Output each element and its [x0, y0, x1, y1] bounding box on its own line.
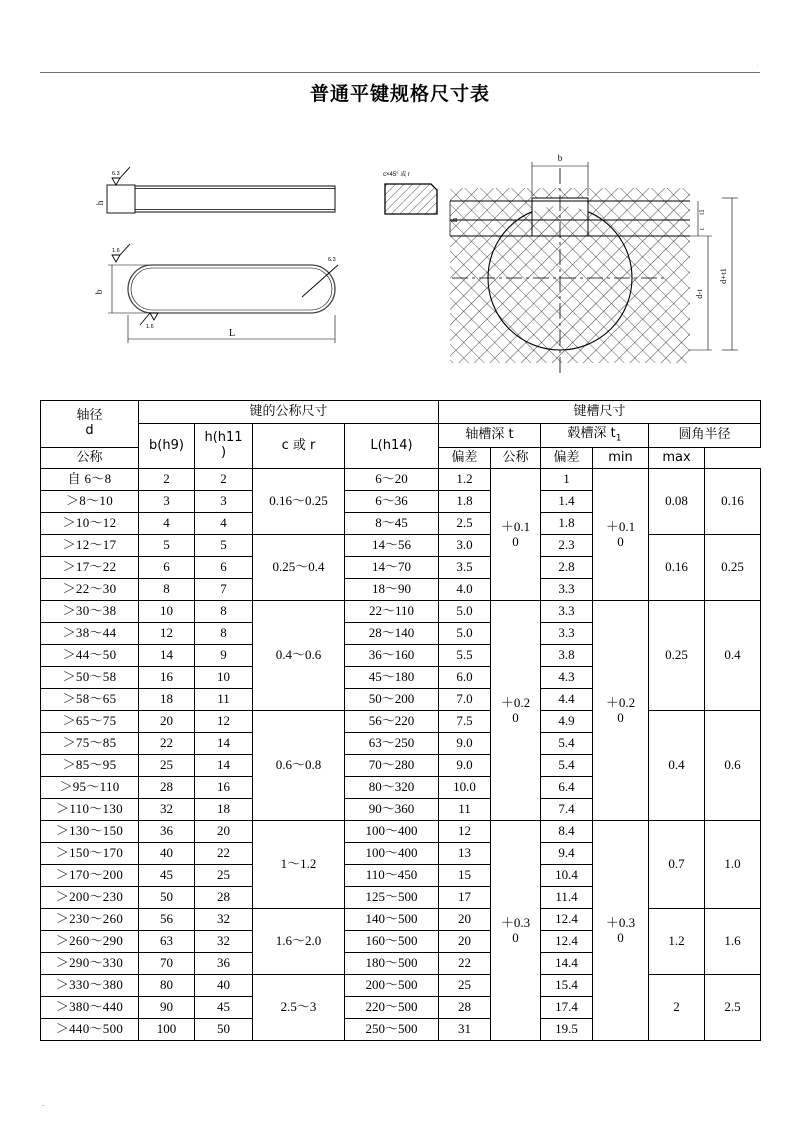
- cell-key-height-h: 12: [195, 711, 253, 733]
- cell-key-height-h: 7: [195, 579, 253, 601]
- cell-key-length-L: 6～36: [345, 491, 439, 513]
- cell-hub-groove-depth-nominal: 2.3: [541, 535, 593, 557]
- cell-chamfer-c-or-r: 0.25～0.4: [253, 535, 345, 601]
- header-h-h11: h(h11 ): [195, 424, 253, 469]
- header-hub-groove-depth: 毂槽深 $t_1$: [541, 424, 649, 448]
- cell-hub-groove-depth-nominal: 11.4: [541, 887, 593, 909]
- cell-key-width-b: 4: [139, 513, 195, 535]
- cell-hub-groove-depth-nominal: 5.4: [541, 755, 593, 777]
- page-corner-mark-bottom: .: [42, 1099, 44, 1108]
- cell-shaft-diameter: ＞44～50: [41, 645, 139, 667]
- dim-label-d-plus-t1: d+t1: [718, 268, 728, 284]
- cell-key-width-b: 14: [139, 645, 195, 667]
- cell-shaft-groove-deviation: ＋0.1 0: [491, 469, 541, 601]
- cell-shaft-groove-depth-nominal: 5.5: [439, 645, 491, 667]
- cell-key-width-b: 36: [139, 821, 195, 843]
- cell-key-length-L: 160～500: [345, 931, 439, 953]
- cell-hub-groove-depth-nominal: 14.4: [541, 953, 593, 975]
- cell-key-width-b: 40: [139, 843, 195, 865]
- cell-shaft-groove-depth-nominal: 4.0: [439, 579, 491, 601]
- cell-shaft-groove-depth-nominal: 20: [439, 931, 491, 953]
- cell-shaft-diameter: ＞85～95: [41, 755, 139, 777]
- cell-fillet-min: 2: [649, 975, 705, 1041]
- cell-fillet-min: 0.7: [649, 821, 705, 909]
- cell-key-height-h: 3: [195, 491, 253, 513]
- header-t-deviation: 偏差: [439, 448, 491, 469]
- cell-shaft-groove-depth-nominal: 25: [439, 975, 491, 997]
- cell-shaft-diameter: ＞10～12: [41, 513, 139, 535]
- cell-key-length-L: 22～110: [345, 601, 439, 623]
- cell-key-height-h: 6: [195, 557, 253, 579]
- cell-shaft-diameter: ＞65～75: [41, 711, 139, 733]
- cell-chamfer-c-or-r: 1.6～2.0: [253, 909, 345, 975]
- cell-key-width-b: 63: [139, 931, 195, 953]
- cell-shaft-groove-depth-nominal: 31: [439, 1019, 491, 1041]
- cell-fillet-min: 1.2: [649, 909, 705, 975]
- cell-fillet-max: 0.4: [705, 601, 761, 711]
- table-row: [41, 469, 761, 491]
- cell-fillet-min: 0.4: [649, 711, 705, 821]
- cell-hub-groove-depth-nominal: 3.3: [541, 601, 593, 623]
- key-side-elevation-figure: [90, 150, 380, 230]
- cell-chamfer-c-or-r: 0.4～0.6: [253, 601, 345, 711]
- cell-key-length-L: 180～500: [345, 953, 439, 975]
- cell-key-width-b: 100: [139, 1019, 195, 1041]
- cell-fillet-min: 0.08: [649, 469, 705, 535]
- header-fillet-radius: 圆角半径: [649, 424, 761, 448]
- cell-key-width-b: 2: [139, 469, 195, 491]
- cell-key-width-b: 16: [139, 667, 195, 689]
- table-row: [41, 535, 761, 557]
- cell-hub-groove-depth-nominal: 10.4: [541, 865, 593, 887]
- cell-key-width-b: 56: [139, 909, 195, 931]
- cell-shaft-groove-depth-nominal: 9.0: [439, 755, 491, 777]
- cell-key-height-h: 8: [195, 623, 253, 645]
- header-t1-nominal: 公称: [491, 448, 541, 469]
- cell-fillet-max: 1.0: [705, 821, 761, 909]
- cell-shaft-diameter: ＞58～65: [41, 689, 139, 711]
- cell-key-height-h: 4: [195, 513, 253, 535]
- header-shaft-diameter: 轴径 d: [41, 401, 139, 448]
- cell-chamfer-c-or-r: 0.6～0.8: [253, 711, 345, 821]
- cell-shaft-diameter: ＞290～330: [41, 953, 139, 975]
- cell-shaft-groove-depth-nominal: 1.8: [439, 491, 491, 513]
- cell-fillet-max: 0.16: [705, 469, 761, 535]
- table-row: [41, 975, 761, 997]
- table-head: [41, 401, 761, 469]
- cell-hub-groove-depth-nominal: 1.4: [541, 491, 593, 513]
- cell-shaft-groove-depth-nominal: 1.2: [439, 469, 491, 491]
- header-row-1: [41, 401, 761, 424]
- cell-key-width-b: 8: [139, 579, 195, 601]
- cell-shaft-groove-depth-nominal: 9.0: [439, 733, 491, 755]
- cell-shaft-groove-depth-nominal: 20: [439, 909, 491, 931]
- cell-hub-groove-depth-nominal: 4.4: [541, 689, 593, 711]
- cell-shaft-groove-deviation: ＋0.3 0: [491, 821, 541, 1041]
- cell-shaft-diameter: ＞22～30: [41, 579, 139, 601]
- cell-chamfer-c-or-r: 0.16～0.25: [253, 469, 345, 535]
- table-row: [41, 711, 761, 733]
- cell-key-width-b: 3: [139, 491, 195, 513]
- cell-key-height-h: 8: [195, 601, 253, 623]
- cell-shaft-groove-depth-nominal: 11: [439, 799, 491, 821]
- cell-shaft-diameter: ＞95～110: [41, 777, 139, 799]
- cell-shaft-diameter: ＞8～10: [41, 491, 139, 513]
- shaft-hub-assembly-figure: [440, 148, 760, 383]
- dim-label-t: t: [698, 228, 706, 230]
- cell-shaft-diameter: ＞150～170: [41, 843, 139, 865]
- cell-fillet-min: 0.25: [649, 601, 705, 711]
- dim-label-h: h: [95, 200, 105, 206]
- cell-shaft-groove-depth-nominal: 6.0: [439, 667, 491, 689]
- cell-shaft-groove-depth-nominal: 2.5: [439, 513, 491, 535]
- cell-hub-groove-depth-nominal: 3.3: [541, 579, 593, 601]
- cell-hub-groove-depth-nominal: 5.4: [541, 733, 593, 755]
- table-row: [41, 821, 761, 843]
- cell-key-height-h: 11: [195, 689, 253, 711]
- cell-hub-groove-depth-nominal: 3.3: [541, 623, 593, 645]
- cell-shaft-diameter: ＞110～130: [41, 799, 139, 821]
- key-spec-table: [40, 400, 761, 1041]
- cell-key-length-L: 250～500: [345, 1019, 439, 1041]
- header-shaft-groove-depth: 轴槽深 t: [439, 424, 541, 448]
- cell-key-height-h: 18: [195, 799, 253, 821]
- cell-hub-groove-depth-nominal: 1: [541, 469, 593, 491]
- cell-key-width-b: 70: [139, 953, 195, 975]
- cell-shaft-diameter: ＞50～58: [41, 667, 139, 689]
- cell-key-length-L: 80～320: [345, 777, 439, 799]
- cell-shaft-diameter: ＞230～260: [41, 909, 139, 931]
- cell-shaft-diameter: ＞440～500: [41, 1019, 139, 1041]
- cell-shaft-diameter: ＞170～200: [41, 865, 139, 887]
- cell-shaft-diameter: ＞30～38: [41, 601, 139, 623]
- header-t-nominal: 公称: [41, 448, 139, 469]
- cell-shaft-groove-depth-nominal: 15: [439, 865, 491, 887]
- cell-key-length-L: 45～180: [345, 667, 439, 689]
- cell-key-length-L: 63～250: [345, 733, 439, 755]
- table-row: [41, 909, 761, 931]
- cell-key-height-h: 14: [195, 755, 253, 777]
- cell-key-height-h: 22: [195, 843, 253, 865]
- cell-key-length-L: 140～500: [345, 909, 439, 931]
- cell-shaft-groove-depth-nominal: 7.0: [439, 689, 491, 711]
- page-corner-mark-top: .: [756, 62, 758, 68]
- cell-hub-groove-depth-nominal: 12.4: [541, 931, 593, 953]
- header-fillet-min: min: [593, 448, 649, 469]
- table-body: [41, 469, 761, 1041]
- cell-key-length-L: 8～45: [345, 513, 439, 535]
- cell-key-length-L: 6～20: [345, 469, 439, 491]
- cell-key-length-L: 70～280: [345, 755, 439, 777]
- cell-shaft-groove-depth-nominal: 5.0: [439, 601, 491, 623]
- cell-key-height-h: 9: [195, 645, 253, 667]
- cell-hub-groove-depth-nominal: 12.4: [541, 909, 593, 931]
- cell-fillet-max: 0.6: [705, 711, 761, 821]
- cell-key-height-h: 40: [195, 975, 253, 997]
- cell-key-height-h: 16: [195, 777, 253, 799]
- cell-key-length-L: 36～160: [345, 645, 439, 667]
- dim-label-b: b: [94, 289, 104, 295]
- cell-hub-groove-depth-nominal: 3.8: [541, 645, 593, 667]
- cell-shaft-groove-depth-nominal: 3.5: [439, 557, 491, 579]
- cell-key-width-b: 25: [139, 755, 195, 777]
- cell-hub-groove-deviation: ＋0.2 0: [593, 601, 649, 821]
- cell-shaft-groove-depth-nominal: 7.5: [439, 711, 491, 733]
- section-outline: [385, 184, 437, 214]
- cell-chamfer-c-or-r: 1～1.2: [253, 821, 345, 909]
- cell-key-width-b: 45: [139, 865, 195, 887]
- chamfer-note: c×45° 或 r: [383, 172, 410, 178]
- cell-key-width-b: 80: [139, 975, 195, 997]
- cell-key-height-h: 32: [195, 909, 253, 931]
- cell-key-height-h: 5: [195, 535, 253, 557]
- key-plan-view-figure: [90, 235, 380, 355]
- cell-hub-groove-depth-nominal: 4.9: [541, 711, 593, 733]
- header-key-nominal-group: 键的公称尺寸: [139, 401, 439, 424]
- header-row-2: [41, 424, 761, 448]
- cell-hub-groove-depth-nominal: 9.4: [541, 843, 593, 865]
- cell-key-length-L: 90～360: [345, 799, 439, 821]
- roughness-value-top: 6.3: [112, 171, 120, 177]
- cell-key-width-b: 10: [139, 601, 195, 623]
- cell-hub-groove-depth-nominal: 15.4: [541, 975, 593, 997]
- dim-label-h-assembly: h: [449, 217, 459, 223]
- roughness-value-plan-top: 1.6: [112, 248, 120, 254]
- cell-key-height-h: 36: [195, 953, 253, 975]
- cell-shaft-diameter: 自 6～8: [41, 469, 139, 491]
- cell-key-length-L: 56～220: [345, 711, 439, 733]
- cell-fillet-max: 0.25: [705, 535, 761, 601]
- cell-key-width-b: 32: [139, 799, 195, 821]
- cell-shaft-diameter: ＞260～290: [41, 931, 139, 953]
- cell-key-height-h: 45: [195, 997, 253, 1019]
- cell-hub-groove-depth-nominal: 1.8: [541, 513, 593, 535]
- cell-key-width-b: 20: [139, 711, 195, 733]
- cell-shaft-diameter: ＞330～380: [41, 975, 139, 997]
- header-b-h9: b(h9): [139, 424, 195, 469]
- cell-key-length-L: 200～500: [345, 975, 439, 997]
- dim-label-L: L: [228, 328, 236, 339]
- header-t1-deviation: 偏差: [541, 448, 593, 469]
- cell-key-length-L: 100～400: [345, 843, 439, 865]
- cell-hub-groove-depth-nominal: 17.4: [541, 997, 593, 1019]
- technical-drawings: [40, 140, 760, 385]
- cell-key-width-b: 28: [139, 777, 195, 799]
- cell-key-length-L: 100～400: [345, 821, 439, 843]
- dim-label-b-assembly: b: [557, 153, 563, 163]
- cell-key-length-L: 28～140: [345, 623, 439, 645]
- dim-label-d-minus-t: d-t: [694, 289, 704, 299]
- cell-shaft-groove-depth-nominal: 10.0: [439, 777, 491, 799]
- cell-shaft-groove-depth-nominal: 17: [439, 887, 491, 909]
- header-L-h14: L(h14): [345, 424, 439, 469]
- cell-key-height-h: 2: [195, 469, 253, 491]
- cell-shaft-diameter: ＞380～440: [41, 997, 139, 1019]
- cell-hub-groove-depth-nominal: 8.4: [541, 821, 593, 843]
- cell-key-length-L: 14～56: [345, 535, 439, 557]
- cell-key-width-b: 5: [139, 535, 195, 557]
- cell-shaft-diameter: ＞12～17: [41, 535, 139, 557]
- roughness-value-plan-right: 6.3: [328, 257, 336, 263]
- cell-hub-groove-depth-nominal: 4.3: [541, 667, 593, 689]
- spec-table-wrapper: [40, 400, 760, 1041]
- cell-fillet-max: 2.5: [705, 975, 761, 1041]
- cell-shaft-groove-depth-nominal: 3.0: [439, 535, 491, 557]
- cell-chamfer-c-or-r: 2.5～3: [253, 975, 345, 1041]
- cell-key-height-h: 32: [195, 931, 253, 953]
- cell-key-width-b: 12: [139, 623, 195, 645]
- cell-key-width-b: 50: [139, 887, 195, 909]
- dim-label-t1: t1: [698, 209, 706, 215]
- cell-key-width-b: 22: [139, 733, 195, 755]
- cell-key-width-b: 6: [139, 557, 195, 579]
- header-c-or-r: c 或 r: [253, 424, 345, 469]
- cell-hub-groove-deviation: ＋0.3 0: [593, 821, 649, 1041]
- cell-key-length-L: 50～200: [345, 689, 439, 711]
- cell-fillet-min: 0.16: [649, 535, 705, 601]
- cell-shaft-diameter: ＞38～44: [41, 623, 139, 645]
- cell-key-length-L: 220～500: [345, 997, 439, 1019]
- page-title: 普通平键规格尺寸表: [309, 83, 490, 105]
- cell-key-length-L: 18～90: [345, 579, 439, 601]
- cell-shaft-groove-depth-nominal: 12: [439, 821, 491, 843]
- cell-hub-groove-depth-nominal: 19.5: [541, 1019, 593, 1041]
- cell-hub-groove-deviation: ＋0.1 0: [593, 469, 649, 601]
- cell-shaft-diameter: ＞130～150: [41, 821, 139, 843]
- cell-shaft-groove-depth-nominal: 22: [439, 953, 491, 975]
- cell-key-length-L: 110～450: [345, 865, 439, 887]
- cell-hub-groove-depth-nominal: 6.4: [541, 777, 593, 799]
- cell-shaft-diameter: ＞75～85: [41, 733, 139, 755]
- cell-shaft-groove-deviation: ＋0.2 0: [491, 601, 541, 821]
- cell-shaft-groove-depth-nominal: 13: [439, 843, 491, 865]
- cell-shaft-groove-depth-nominal: 28: [439, 997, 491, 1019]
- roughness-value-plan-bottom: 1.6: [146, 324, 154, 330]
- cell-shaft-diameter: ＞17～22: [41, 557, 139, 579]
- cell-key-height-h: 28: [195, 887, 253, 909]
- cell-key-height-h: 20: [195, 821, 253, 843]
- cell-key-width-b: 90: [139, 997, 195, 1019]
- table-row: [41, 601, 761, 623]
- cell-shaft-diameter: ＞200～230: [41, 887, 139, 909]
- cell-hub-groove-depth-nominal: 2.8: [541, 557, 593, 579]
- cell-fillet-max: 1.6: [705, 909, 761, 975]
- header-fillet-max: max: [649, 448, 705, 469]
- cell-hub-groove-depth-nominal: 7.4: [541, 799, 593, 821]
- cell-key-length-L: 125～500: [345, 887, 439, 909]
- cell-key-height-h: 10: [195, 667, 253, 689]
- cell-key-height-h: 25: [195, 865, 253, 887]
- cell-shaft-groove-depth-nominal: 5.0: [439, 623, 491, 645]
- cell-key-length-L: 14～70: [345, 557, 439, 579]
- header-rule: [40, 72, 760, 73]
- cell-key-height-h: 50: [195, 1019, 253, 1041]
- header-keyway-group: 键槽尺寸: [439, 401, 761, 424]
- key-outline: [128, 265, 335, 313]
- cell-key-width-b: 18: [139, 689, 195, 711]
- cell-key-height-h: 14: [195, 733, 253, 755]
